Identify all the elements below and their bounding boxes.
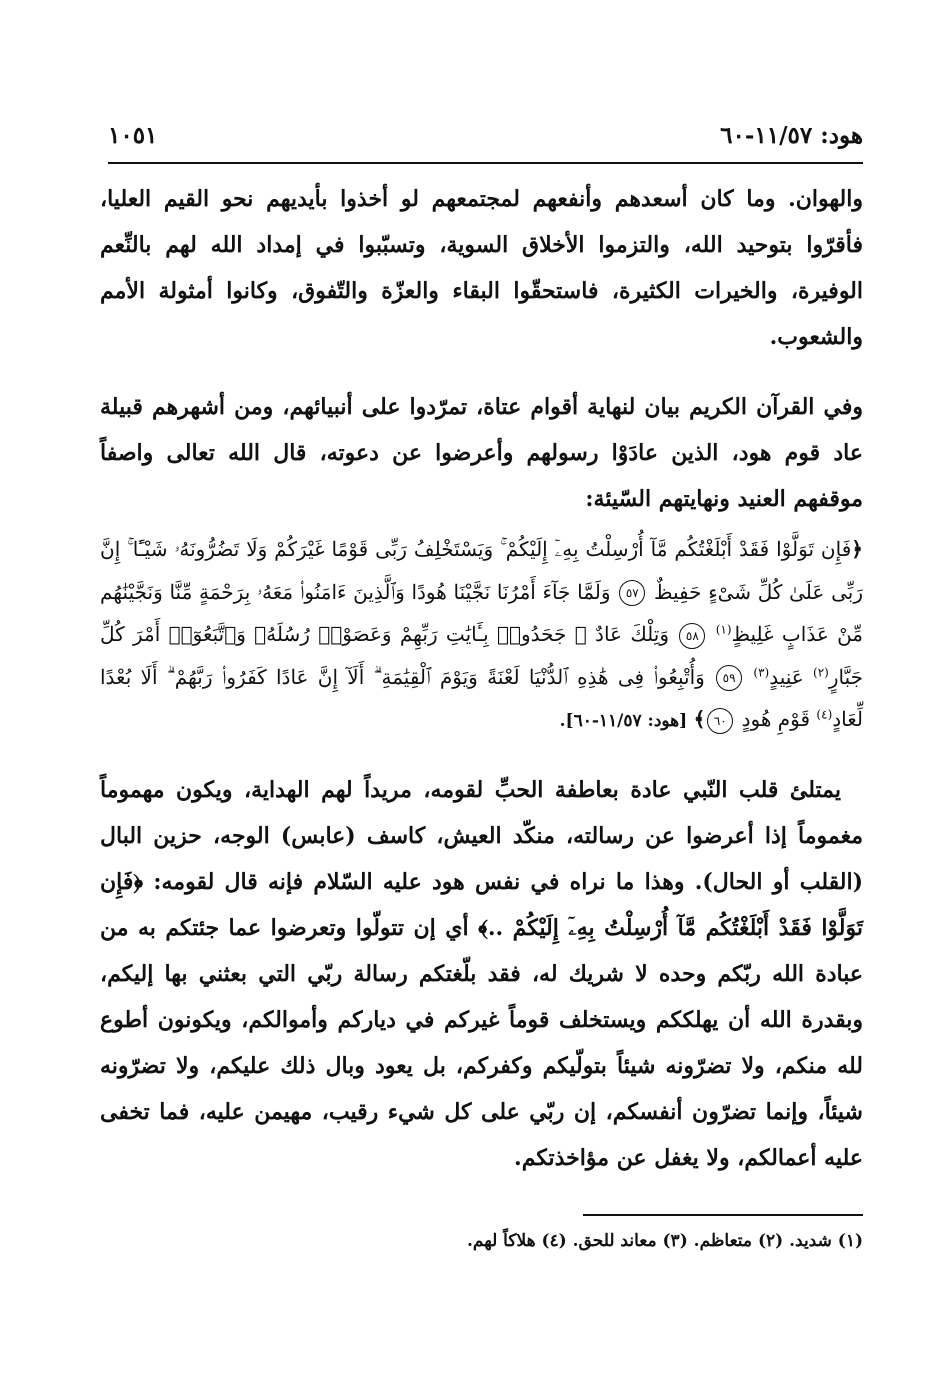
ayah-marker-58: ٥٨ [679,623,705,649]
paragraph-3-explanation: أي إن تتولّوا وتعرضوا عما جئتكم به من عبادة الله ربّكم وحده لا شريك له، فقد بلّغتكم رسالة ربّي التي بعثني بها إليكم، وبقدرة الله أن يهلككم ويستخلف قوماً غيركم في دياركم وأموالكم، ويكونون أطوع لله منكم، ولا تضرّونه شيئاً بتولّيكم وكفركم، بل يعود وبال ذلك عليكم، ولا تضرّونه شيئاً، وإنما تضرّون أنفسكم، إن ربّي على كل شيء رقيب، مهيمن عليه، فما تخفى عليه أعمالكم، ولا يغفل عن مؤاخذتكم. [100,914,863,1171]
verse-59-text: وَتِلْكَ عَادٌ ۖ جَحَدُوا۟ بِـَٔايَٰتِ رَبِّهِمْ وَعَصَوْا۟ رُسُلَهُۥ وَٱتَّبَعُوٓا۟ أَمْرَ كُلِّ جَبَّارٍ [100,622,864,689]
ayah-marker-59: ٥٩ [716,665,742,691]
footnote-ref-2: (٢) [813,664,829,679]
header-divider [108,162,863,164]
surah-reference: هود: ١١/٥٧-٦٠ [720,122,863,149]
page-header [108,118,863,162]
paragraph-3 [100,767,863,1181]
verse-citation: [هود: ١١/٥٧-٦٠]. [559,711,688,731]
footnote-ref-4: (٤) [816,707,833,722]
quran-verses [100,528,863,743]
paragraph-1: والهوان. وما كان أسعدهم وأنفعهم لمجتمعهم لو أخذوا بأيديهم نحو القيم العليا، فأقرّوا بتوحيد الله، والتزموا الأخلاق السوية، وتسبّبوا في إمداد الله لهم بالنِّعم الوفيرة، والخيرات الكثيرة، فاستحقّوا البقاء والعزّة والتّفوق، وكانوا أمثولة الأمم والشعوب. [100,186,863,350]
verse-60-text: وَأُتْبِعُوا۟ فِى هَٰذِهِ ٱلدُّنْيَا لَعْنَةً وَيَوْمَ ٱلْقِيَٰمَةِ ۗ أَلَآ إِنَّ عَادًا كَفَرُوا۟ رَبَّهُمْ ۗ أَلَا بُعْدًا لِّعَادٍ [100,664,863,731]
verse-59-text-end: عَنِيدٍ [769,664,804,689]
main-text [100,176,863,1181]
paragraph-3-quote: ﴿فَإِن تَوَلَّوْا فَقَدْ أَبْلَغْتُكُم مَّآ أُرْسِلْتُ بِهِۦٓ إِلَيْكُمْ ..﴾ [100,868,863,941]
footnote-ref-1: (١) [715,622,732,637]
verse-60-text-end: قَوْمِ هُودٍ [741,707,811,731]
footnote-divider [583,1214,863,1216]
footnotes: (١) شديد. (٢) متعاظم. (٣) معاند للحق. (٤) هلاكاً لهم. [467,1231,863,1251]
page-number: ١٠٥١ [108,122,158,149]
verse-57-text: فَإِن تَوَلَّوْا فَقَدْ أَبْلَغْتُكُم مَّآ أُرْسِلْتُ بِهِۦٓ إِلَيْكُمْ ۚ وَيَسْتَخْلِفُ رَبِّى قَوْمًا غَيْرَكُمْ وَلَا تَضُرُّونَهُۥ شَيْـًٔا ۚ إِنَّ رَبِّى عَلَىٰ كُلِّ شَىْءٍ حَفِيظٌ [100,537,863,604]
footnote-ref-3: (٣) [753,664,770,679]
ayah-marker-57: ٥٧ [619,580,645,606]
ayah-marker-60: ٦٠ [707,708,733,734]
quran-open-bracket: ﴿ [851,537,863,561]
quran-close-bracket: ﴾ [693,707,706,731]
paragraph-2: وفي القرآن الكريم بيان لنهاية أقوام عتاة، تمرّدوا على أنبيائهم، ومن أشهرهم قبيلة عاد قوم هود، الذين عادَوْا رسولهم وأعرضوا عن دعوته، قال الله تعالى واصفاً موقفهم العنيد ونهايتهم السّيئة: [100,394,863,512]
paragraph-3-text: يمتلئ قلب النّبي عادة بعاطفة الحبِّ لقومه، مريداً لهم الهداية، ويكون مهموماً مغموماً إذا أعرضوا عن رسالته، منكّد العيش، كاسف (عابس) الوجه، حزين البال (القلب أو الحال). وهذا ما نراه في نفس هود عليه السّلام فإنه قال لقومه: [100,776,863,895]
verse-58-text: وَلَمَّا جَآءَ أَمْرُنَا نَجَّيْنَا هُودًا وَٱلَّذِينَ ءَامَنُوا۟ مَعَهُۥ بِرَحْمَةٍ مِّنَّا وَنَجَّيْنَٰهُم مِّنْ عَذَابٍ غَلِيظٍ [100,579,864,646]
